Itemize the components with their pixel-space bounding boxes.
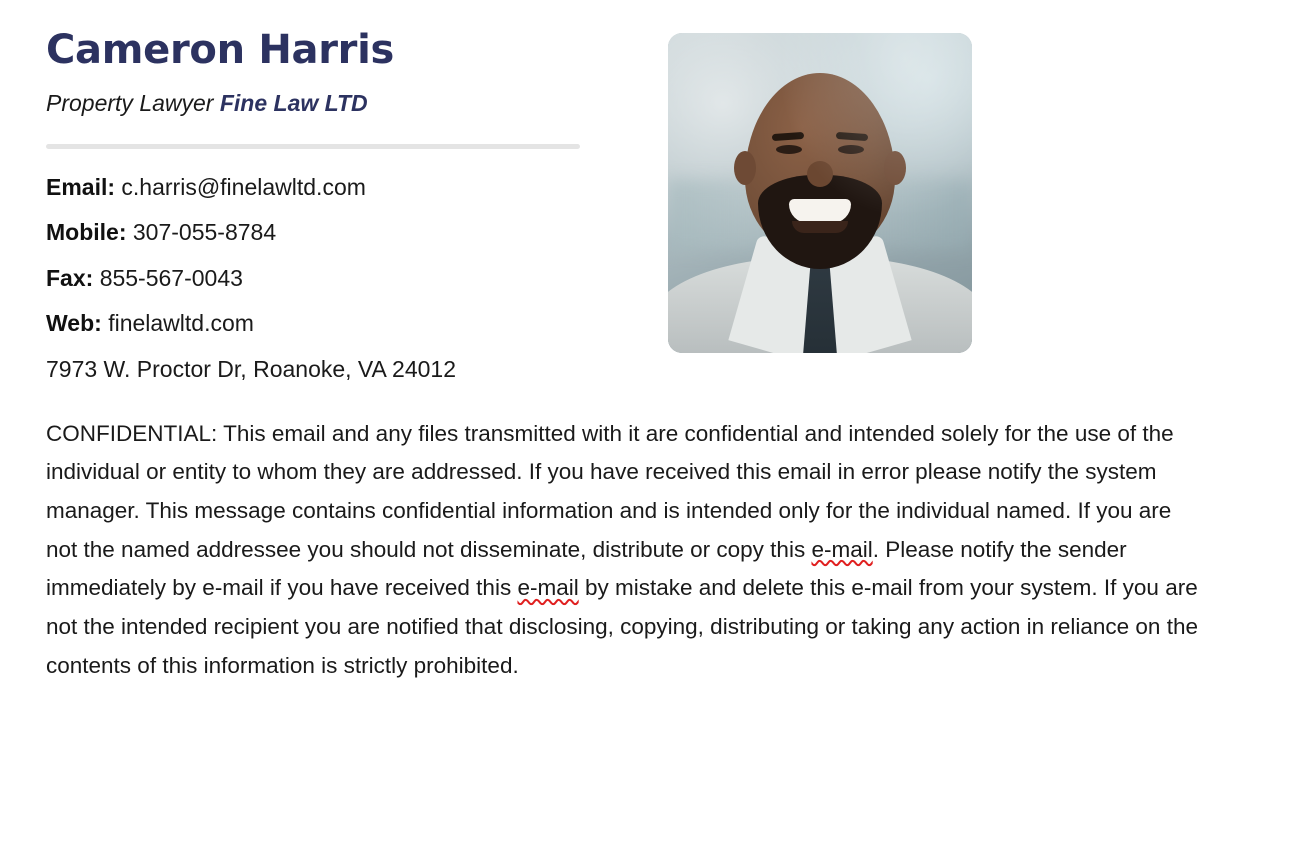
job-title: Property Lawyer (46, 90, 214, 116)
avatar (668, 33, 972, 353)
contact-value-mobile: 307-055-8784 (132, 219, 277, 246)
contact-label-fax: Fax: (46, 264, 94, 291)
eye-left-shape (776, 145, 802, 154)
lower-lip-shape (792, 221, 848, 233)
ear-left-shape (734, 151, 756, 185)
contact-value-email[interactable]: c.harris@finelawltd.com (121, 173, 366, 200)
signature-details (46, 27, 646, 393)
contact-list (46, 165, 646, 393)
company-name: Fine Law LTD (219, 90, 368, 116)
contact-value-web[interactable]: finelawltd.com (108, 310, 254, 337)
eye-right-shape (838, 145, 864, 154)
portrait-photo (668, 33, 972, 353)
contact-row-web (46, 301, 646, 347)
role-and-company (46, 89, 646, 119)
divider (46, 144, 580, 149)
disclaimer-text-part3: by mistake and delete this e-mail from your system. If you are not the intended recipient you are notified that disclosing, copying, distributing or taking any action in reliance on the contents of this information is strictly prohibited. (46, 575, 1198, 678)
disclaimer-text-part1: CONFIDENTIAL: This email and any files transmitted with it are confidential and intended solely for the use of the individual or entity to whom they are addressed. If you have received this email in error please notify the system manager. This message contains confidential information and is intended only for the individual named. If you are not the named addressee you should not disseminate, distribute or copy this (46, 420, 1174, 562)
nose-shape (807, 161, 833, 187)
contact-label-web: Web: (46, 310, 102, 337)
smile-shape (789, 199, 851, 223)
email-signature-block (46, 27, 1262, 685)
spellcheck-error-word-1[interactable]: e-mail (811, 536, 873, 562)
ear-right-shape (884, 151, 906, 185)
confidentiality-disclaimer (46, 415, 1198, 686)
contact-label-email: Email: (46, 173, 116, 200)
spellcheck-error-word-2[interactable]: e-mail (517, 575, 579, 601)
contact-value-fax: 855-567-0043 (99, 264, 243, 291)
contact-row-mobile (46, 210, 646, 256)
page-title: Cameron Harris (46, 27, 395, 73)
contact-label-mobile: Mobile: (46, 219, 127, 246)
signature-header (46, 27, 1262, 393)
disclaimer-text-part2: . Please notify the sender immediately by e-mail if you have received this (46, 536, 1127, 601)
contact-row-fax (46, 256, 646, 302)
postal-address: 7973 W. Proctor Dr, Roanoke, VA 24012 (46, 356, 456, 383)
contact-row-email (46, 165, 646, 211)
